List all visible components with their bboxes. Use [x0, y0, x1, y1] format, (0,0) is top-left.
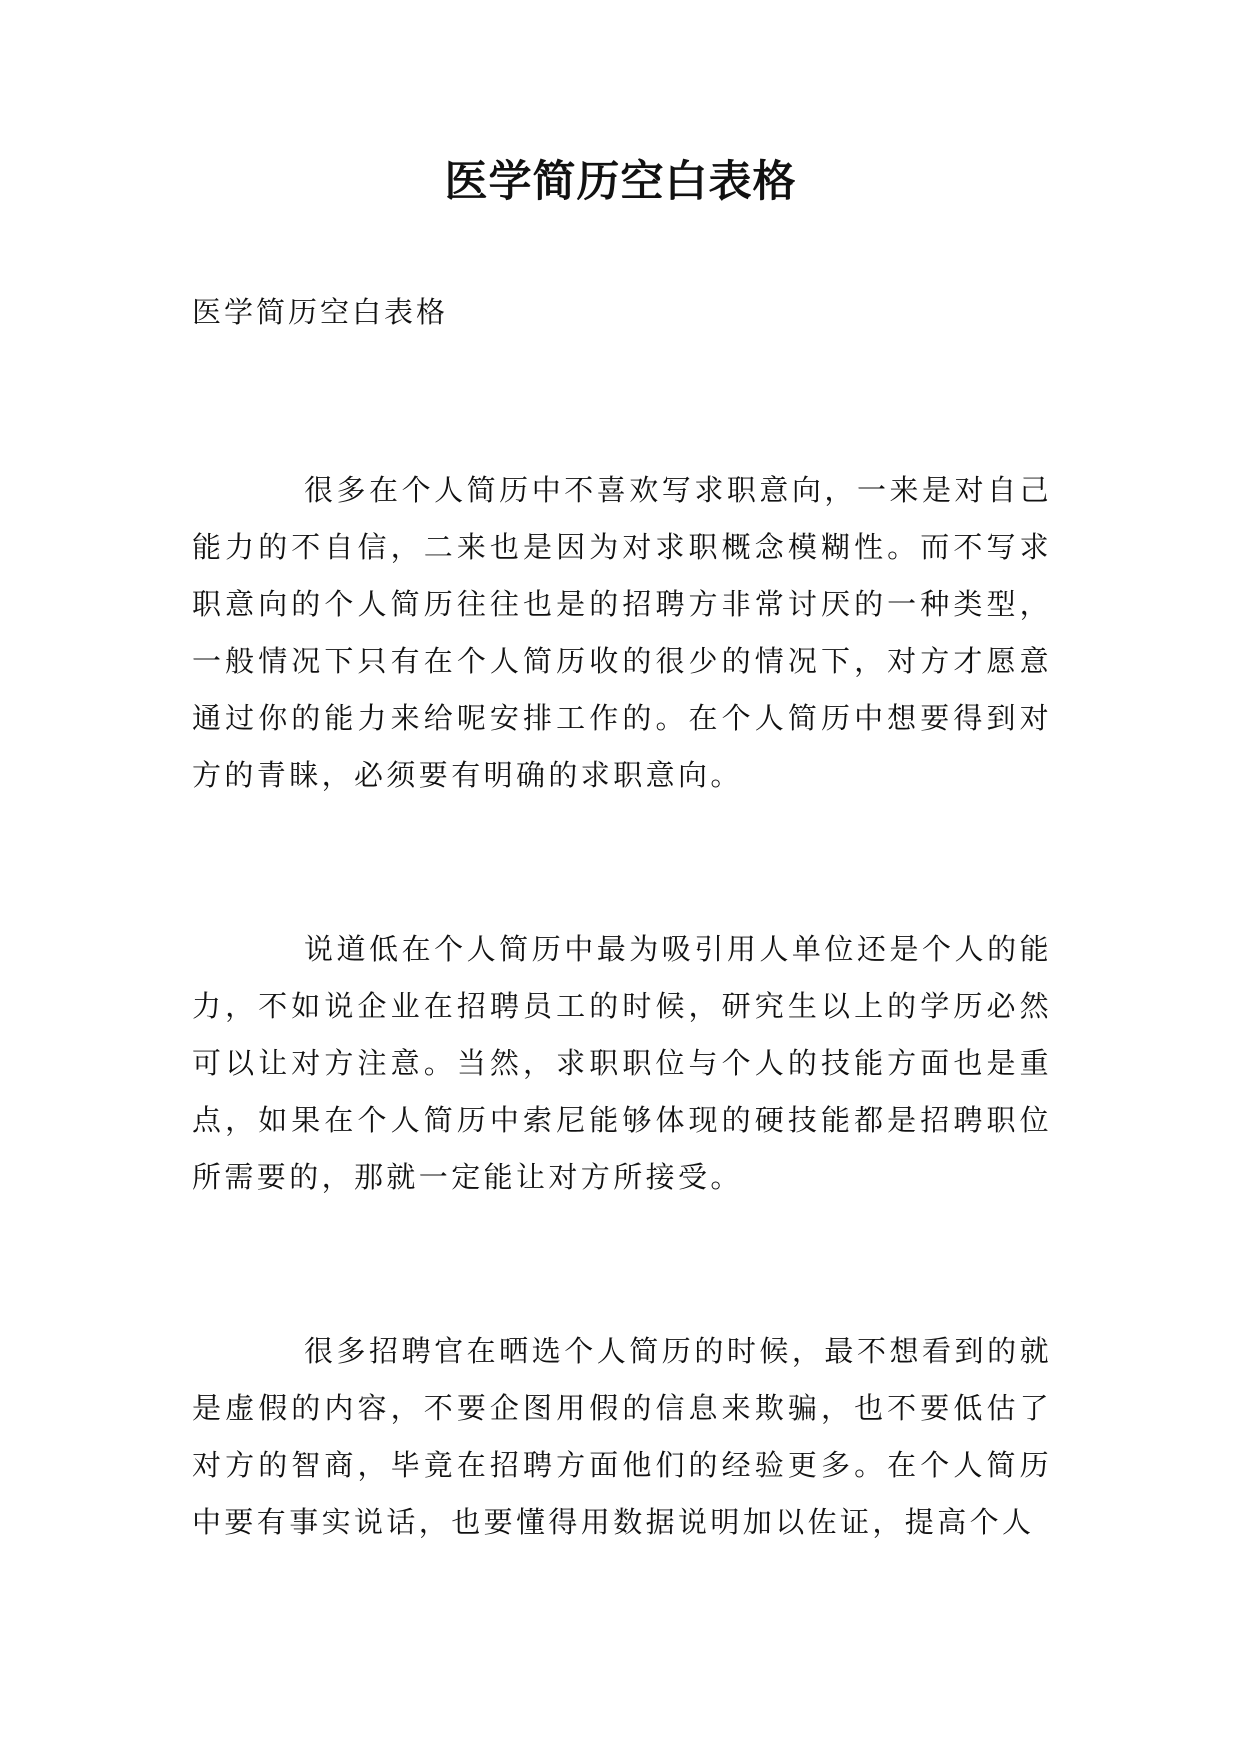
paragraph-1: 很多在个人简历中不喜欢写求职意向，一来是对自己能力的不自信，二来也是因为对求职概念模糊性。而不写求职意向的个人简历往往也是的招聘方非常讨厌的一种类型，一般情况下只有在个人简历收的很少的情况下，对方才愿意通过你的能力来给呢安排工作的。在个人简历中想要得到对方的青睐，必须要有明确的求职意向。	[192, 473, 1052, 792]
document-title: 医学简历空白表格	[444, 157, 797, 207]
paragraph-3: 很多招聘官在晒选个人简历的时候，最不想看到的就是虚假的内容，不要企图用假的信息来欺骗，也不要低估了对方的智商，毕竟在招聘方面他们的经验更多。在个人简历中要有事实说话，也要懂得用数据说明加以佐证，提高个人	[192, 1334, 1052, 1539]
paragraph-2: 说道低在个人简历中最为吸引用人单位还是个人的能力，不如说企业在招聘员工的时候，研究生以上的学历必然可以让对方注意。当然，求职职位与个人的技能方面也是重点，如果在个人简历中索尼能够体现的硬技能都是招聘职位所需要的，那就一定能让对方所接受。	[192, 932, 1052, 1194]
document-subtitle: 医学简历空白表格	[192, 295, 449, 329]
